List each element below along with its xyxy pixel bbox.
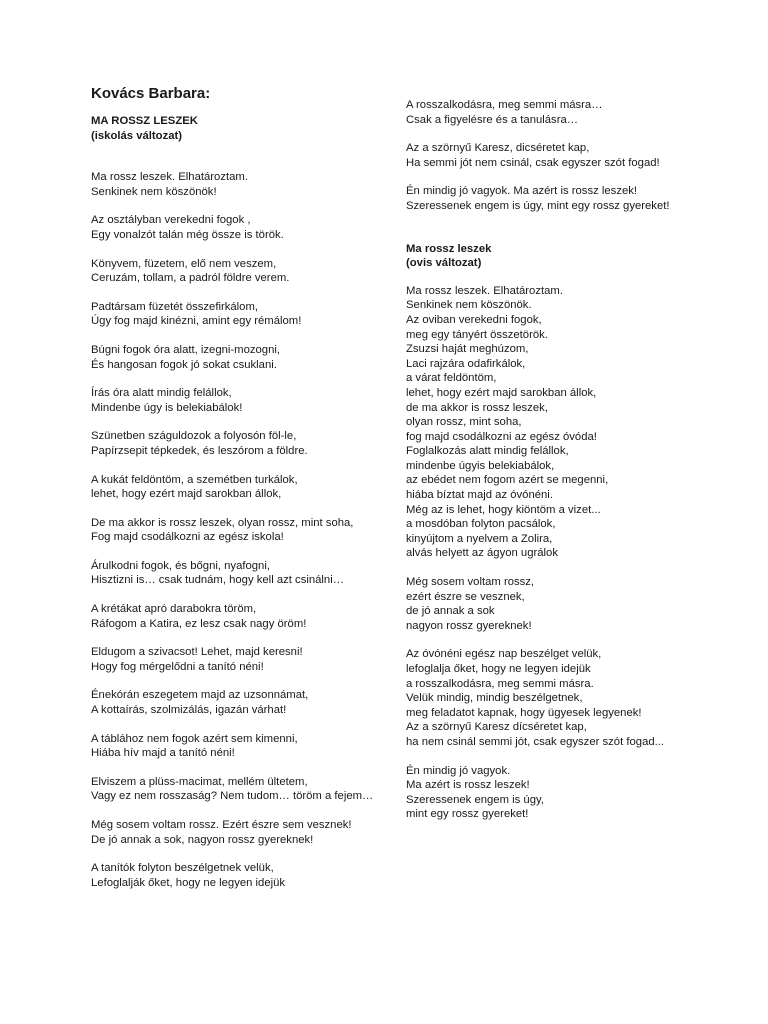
poem-line: A kukát feldöntöm, a szemétben turkálok, [91,473,298,486]
poem-line: Csak a figyelésre és a tanulásra… [406,113,579,126]
poem-line: És hangosan fogok jó sokat csuklani. [91,358,277,371]
poem-line: A táblához nem fogok azért sem kimenni, [91,732,298,745]
poem-line: Zsuzsi haját meghúzom, [406,343,529,356]
stanza [91,732,381,761]
poem-line: az ebédet nem fogom azért se megenni, [406,474,609,487]
poem-line: meg egy tányért összetörök. [406,328,548,341]
poem-line: a rosszalkodásra, meg semmi másra. [406,677,594,690]
poem-line: De ma akkor is rossz leszek, olyan rossz, mint soha, [91,516,354,529]
poem-line: Mindenbe úgy is belekiabálok! [91,401,243,414]
stanza [91,300,381,329]
poem-line: Foglalkozás alatt mindig felállok, [406,445,569,458]
poem-line: A kottaírás, szolmizálás, igazán várhat! [91,704,287,717]
poem-line: Senkinek nem köszönök! [91,185,217,198]
poem-line: a várat feldöntöm, [406,372,497,385]
stanza [91,559,381,588]
poem-line: Elviszem a plüss-macimat, mellém ültetem, [91,775,308,788]
poem-line: Az a szörnyű Karesz dícséretet kap, [406,721,587,734]
right-poem-title: Ma rossz leszek [406,242,492,255]
stanza [91,602,381,631]
poem-line: Könyvem, füzetem, elő nem veszem, [91,257,277,270]
stanza [406,575,706,633]
poem-line: Ma azért is rossz leszek! [406,779,530,792]
poem-line: Ráfogom a Katira, ez lesz csak nagy öröm! [91,617,307,630]
poem-line: Laci rajzára odafirkálok, [406,357,526,370]
poem-line: Velük mindig, mindig beszélgetnek, [406,692,583,705]
stanza [91,473,381,502]
poem-line: de jó annak a sok [406,605,495,618]
stanza [406,184,706,213]
stanza [406,98,706,127]
poem-line: Árulkodni fogok, és bőgni, nyafogni, [91,559,270,572]
poem-line: Vagy ez nem rosszaság? Nem tudom… töröm a fejem… [91,790,374,803]
poem-line: Lefoglalják őket, hogy ne legyen idejük [91,876,286,889]
poem-line: Hisztizni is… csak tudnám, hogy kell azt csinálni… [91,574,345,587]
right-poem-body [406,284,706,822]
poem-line: Ha semmi jót nem csinál, csak egyszer szót fogad! [406,156,660,169]
poem-line: ezért észre se vesznek, [406,590,525,603]
stanza [91,818,381,847]
poem-line: Az óvónéni egész nap beszélget velük, [406,648,602,661]
poem-line: Szeressenek engem is úgy, [406,793,544,806]
stanza [406,141,706,170]
poem-line: Hogy fog mérgelődni a tanító néni! [91,660,264,673]
poem-line: Én mindig jó vagyok. Ma azért is rossz leszek! [406,185,638,198]
author-name: Kovács Barbara: [91,85,211,102]
poem-line: kinyújtom a nyelvem a Zolira, [406,532,553,545]
stanza [91,429,381,458]
poem-line: ha nem csinál semmi jót, csak egyszer szót fogad... [406,735,665,748]
poem-line: alvás helyett az ágyon ugrálok [406,547,558,560]
poem-line: Szünetben száguldozok a folyosón föl-le, [91,430,297,443]
poem-line: Úgy fog majd kinézni, amint egy rémálom! [91,315,302,328]
poem-line: olyan rossz, mint soha, [406,416,522,429]
poem-line: Az a szörnyű Karesz, dicséretet kap, [406,142,590,155]
poem-line: a mosdóban folyton pacsálok, [406,518,556,531]
right-column [406,98,706,822]
poem-line: Ma rossz leszek. Elhatároztam. [91,171,248,184]
poem-line: Az oviban verekedni fogok, [406,313,542,326]
poem-line: Senkinek nem köszönök. [406,299,532,312]
right-poem-subtitle: (ovis változat) [406,257,482,270]
left-poem-subtitle: (iskolás változat) [91,129,183,142]
stanza [91,645,381,674]
poem-line: A tanítók folyton beszélgetnek velük, [91,862,274,875]
stanza [406,284,706,561]
poem-line: Hiába hív majd a tanító néni! [91,747,235,760]
left-poem-body [91,170,381,890]
stanza [91,386,381,415]
poem-line: Ma rossz leszek. Elhatároztam. [406,284,563,297]
poem-line: Az osztályban verekedni fogok , [91,214,251,227]
poem-line: hiába bíztat majd az óvónéni. [406,489,553,502]
poem-line: Írás óra alatt mindig felállok, [91,387,232,400]
stanza [91,775,381,804]
poem-line: A rosszalkodásra, meg semmi másra… [406,99,603,111]
poem-line: Én mindig jó vagyok. [406,764,511,777]
poem-line: A krétákat apró darabokra töröm, [91,603,257,616]
stanza [91,343,381,372]
poem-line: nagyon rossz gyereknek! [406,619,532,632]
poem-line: Fog majd csodálkozni az egész iskola! [91,531,284,544]
poem-line: Még az is lehet, hogy kiöntöm a vizet... [406,503,601,516]
poem-line: Szeressenek engem is úgy, mint egy rossz gyereket! [406,199,670,212]
poem-line: Még sosem voltam rossz. Ezért észre sem vesznek! [91,819,352,831]
poem-line: lehet, hogy ezért majd sarokban állok, [406,386,597,399]
poem-line: de ma akkor is rossz leszek, [406,401,548,414]
stanza [91,516,381,545]
stanza [91,170,381,199]
poem-line: mint egy rossz gyereket! [406,808,529,821]
poem-line: meg feladatot kapnak, hogy ügyesek legyenek! [406,706,642,719]
poem-line: fog majd csodálkozni az egész óvóda! [406,430,597,443]
stanza [406,647,706,749]
left-poem-title: MA ROSSZ LESZEK [91,115,198,127]
left-column [91,114,381,890]
poem-line: lefoglalja őket, hogy ne legyen idejük [406,663,591,675]
poem-line: De jó annak a sok, nagyon rossz gyereknek! [91,833,314,846]
poem-line: Eldugom a szivacsot! Lehet, majd keresni! [91,646,303,659]
poem-line: Ceruzám, tollam, a padról földre verem. [91,272,290,285]
stanza [91,688,381,717]
poem-line: Énekórán eszegetem majd az uzsonnámat, [91,689,309,702]
poem-line: lehet, hogy ezért majd sarokban állok, [91,488,282,501]
poem-line: Egy vonalzót talán még össze is török. [91,228,284,241]
poem-line: Padtársam füzetét összefirkálom, [91,300,259,313]
stanza [91,861,381,890]
poem-line: mindenbe úgyis belekiabálok, [406,459,555,472]
poem-line: Papírzsepit tépkedek, és leszórom a földre. [91,444,308,457]
stanza [91,257,381,286]
stanza [91,213,381,242]
right-poem-continuation [406,98,706,214]
poem-line: Még sosem voltam rossz, [406,576,535,589]
poem-line: Búgni fogok óra alatt, izegni-mozogni, [91,343,281,356]
stanza [406,764,706,822]
